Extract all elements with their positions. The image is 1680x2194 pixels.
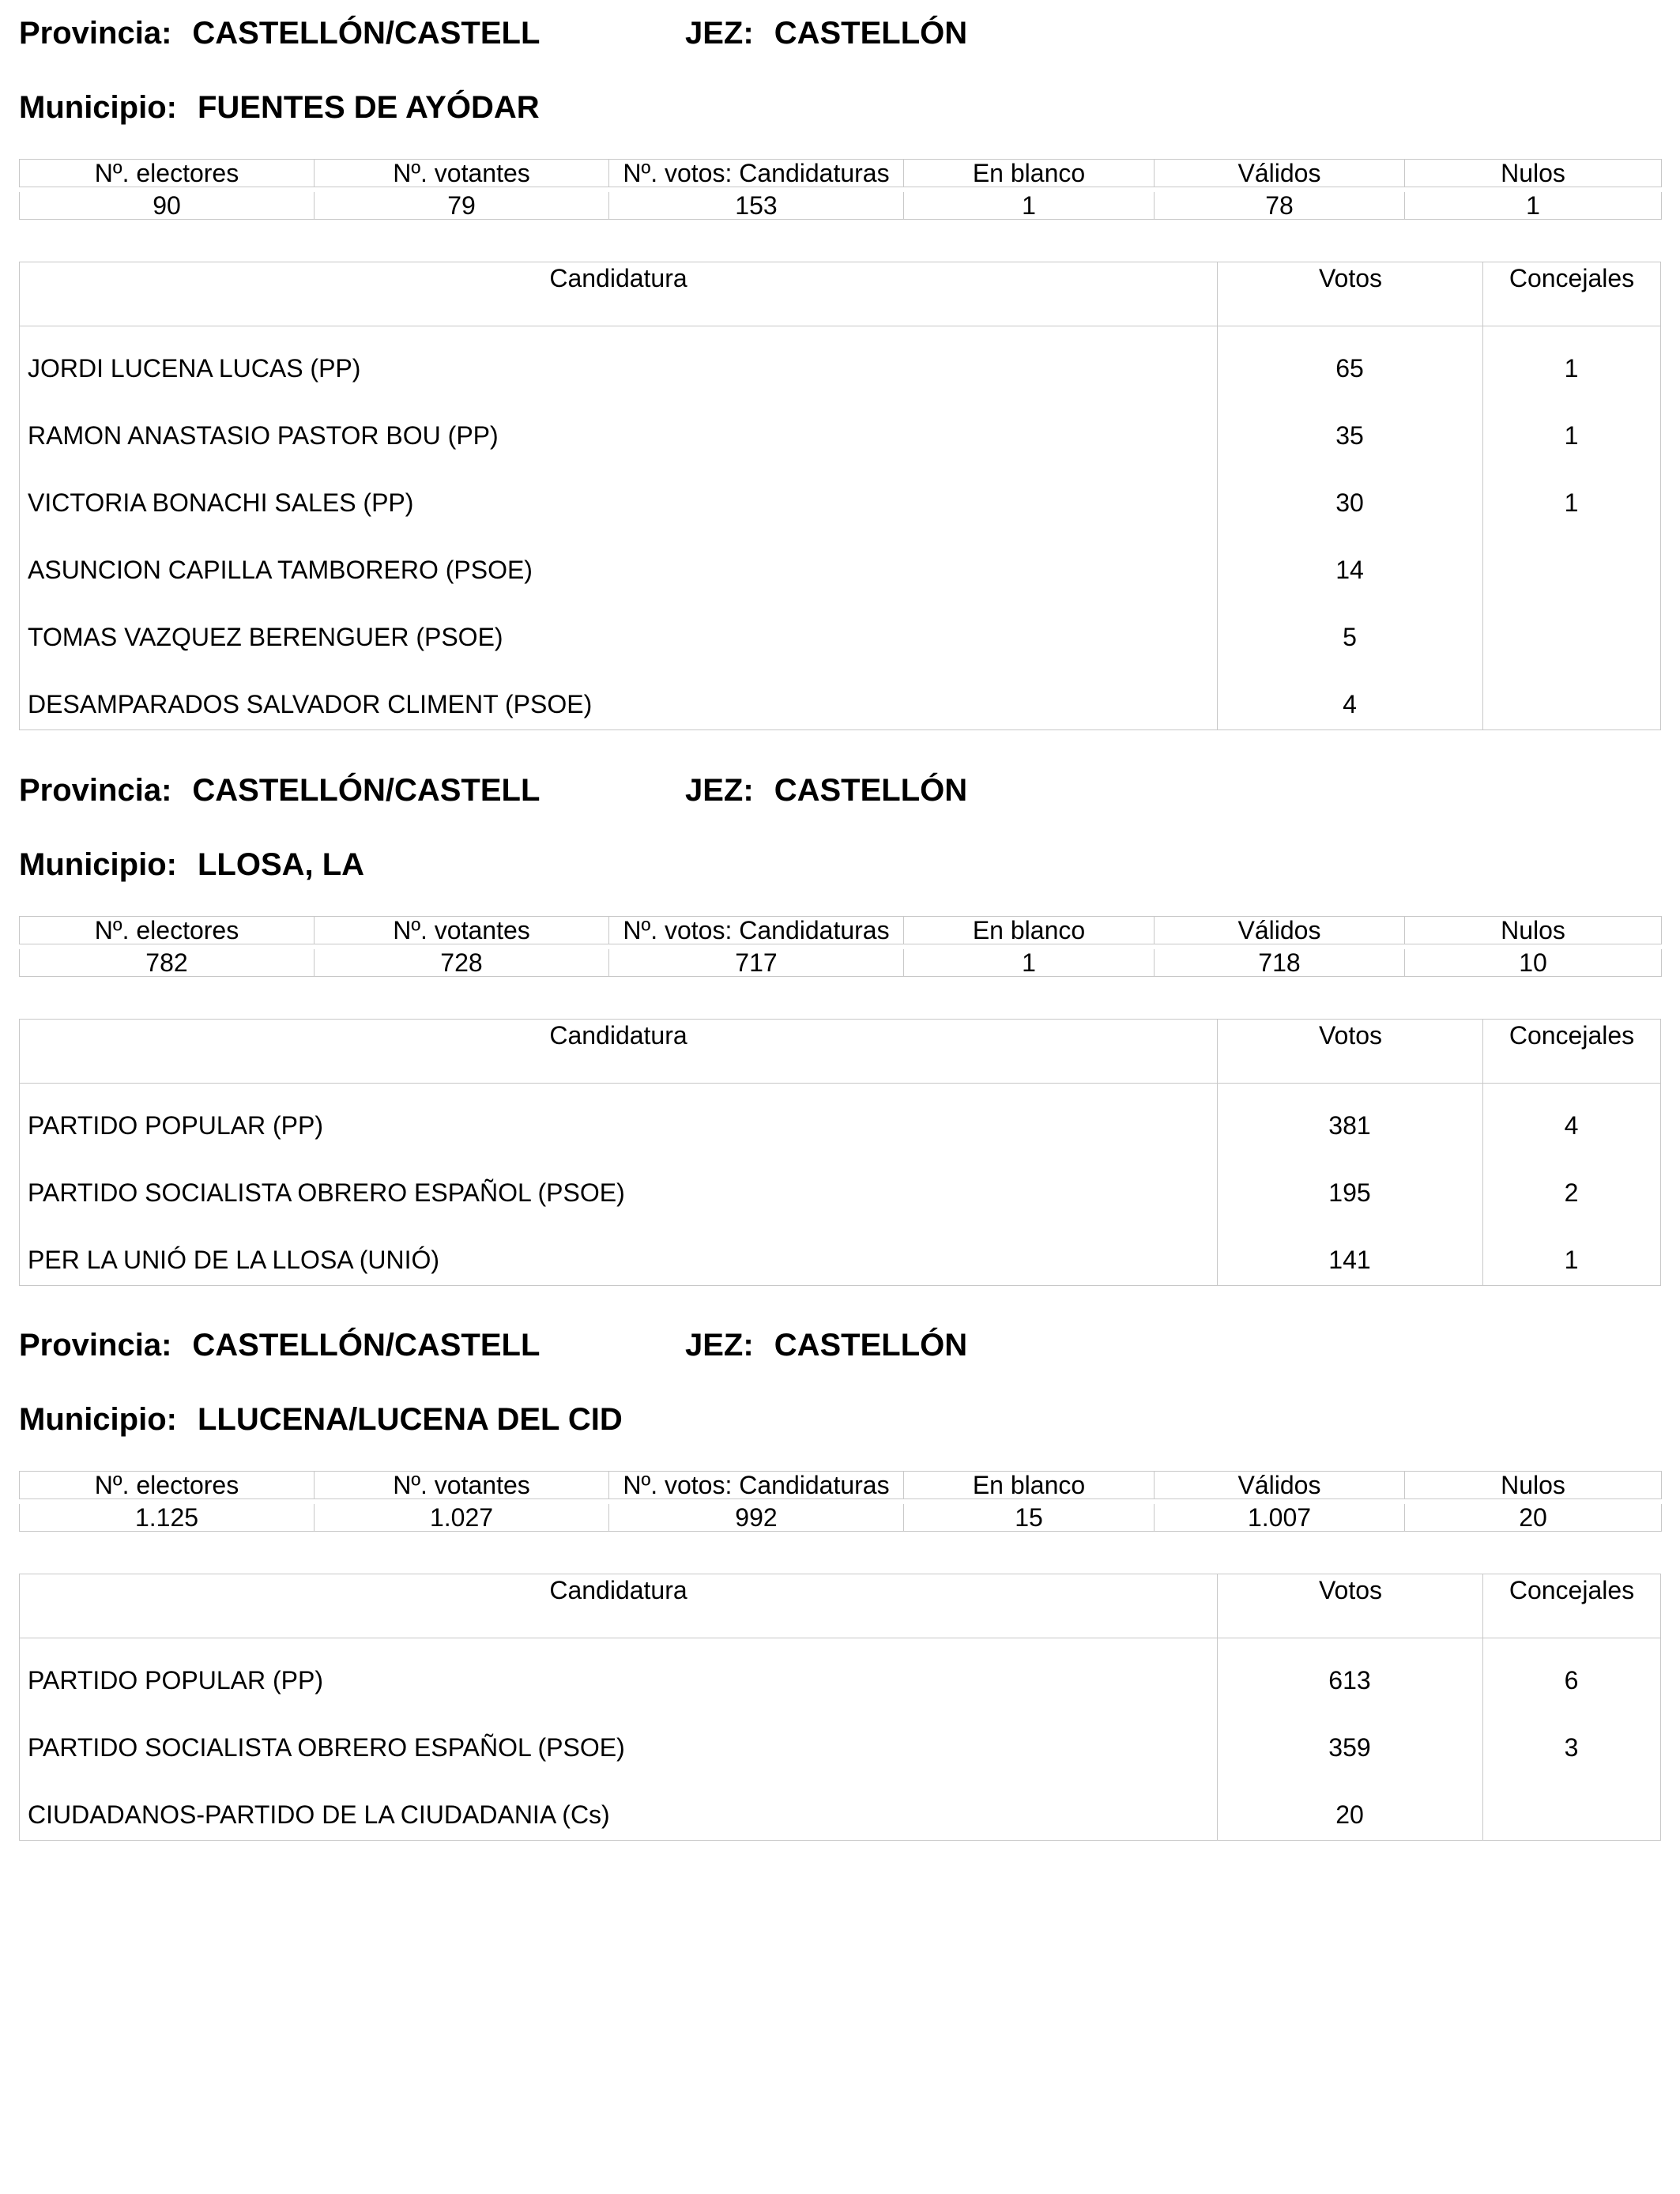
jez-block [685,14,967,52]
stats-value-cell: 1 [1405,192,1662,220]
candidates-table [19,1019,1661,1286]
stats-value-cell: 79 [315,192,609,220]
provincia-line [19,1326,968,1364]
stats-header-cell: Nº. votantes [315,917,609,944]
stats-value-cell: 78 [1155,192,1405,220]
candidate-row [20,1151,1660,1218]
stats-value-cell: 20 [1405,1504,1662,1532]
candidate-concejales: 1 [1564,354,1579,383]
municipio-label: Municipio: [19,1402,177,1437]
candidate-row [20,1773,1660,1840]
municipio-line [19,1400,623,1438]
provincia-value: CASTELLÓN/CASTELL [192,773,541,808]
stats-header-cell: En blanco [904,160,1155,187]
candidate-votes: 5 [1343,623,1357,651]
candidate-concejales: 3 [1564,1733,1579,1762]
stats-table [19,916,1662,977]
candidate-name: PARTIDO POPULAR (PP) [28,1666,323,1695]
stats-header-cell: Nº. votos: Candidaturas [609,160,904,187]
candidate-row [20,461,1660,528]
provincia-value: CASTELLÓN/CASTELL [192,1328,541,1363]
candidate-name: CIUDADANOS-PARTIDO DE LA CIUDADANIA (Cs) [28,1800,610,1829]
stats-value-cell: 782 [20,949,315,977]
candidate-votes: 14 [1335,556,1364,584]
jez-label: JEZ: [685,773,754,808]
header-candidatura: Candidatura [549,264,687,292]
stats-header-cell: Nulos [1405,1472,1662,1499]
candidate-name: RAMON ANASTASIO PASTOR BOU (PP) [28,421,499,450]
stats-value-cell: 717 [609,949,904,977]
stats-header-cell: Nº. votos: Candidaturas [609,1472,904,1499]
stats-header-cell: En blanco [904,917,1155,944]
header-candidatura: Candidatura [549,1576,687,1604]
candidates-header [20,1574,1660,1638]
stats-value-cell: 718 [1155,949,1405,977]
candidate-name: DESAMPARADOS SALVADOR CLIMENT (PSOE) [28,690,593,718]
municipio-value: LLUCENA/LUCENA DEL CID [197,1402,623,1437]
stats-value-cell: 1.007 [1155,1504,1405,1532]
municipio-label: Municipio: [19,847,177,882]
jez-value: CASTELLÓN [774,773,968,808]
provincia-label: Provincia: [19,773,172,808]
candidate-name: PARTIDO SOCIALISTA OBRERO ESPAÑOL (PSOE) [28,1178,625,1207]
candidate-votes: 4 [1343,690,1357,718]
header-votos: Votos [1217,1574,1483,1638]
candidate-votes: 65 [1335,354,1364,383]
candidate-concejales: 2 [1564,1178,1579,1207]
provincia-label: Provincia: [19,16,172,51]
stats-header-cell: Válidos [1155,917,1405,944]
stats-header-cell: Nº. votantes [315,1472,609,1499]
candidate-votes: 141 [1328,1246,1371,1274]
stats-header-cell: Nulos [1405,160,1662,187]
candidate-votes: 30 [1335,488,1364,517]
candidate-row [20,1706,1660,1773]
candidates-body [20,1638,1660,1840]
provincia-value: CASTELLÓN/CASTELL [192,16,541,51]
jez-label: JEZ: [685,16,754,51]
stats-header-cell: Nº. votantes [315,160,609,187]
candidate-name: PER LA UNIÓ DE LA LLOSA (UNIÓ) [28,1246,440,1274]
stats-value-cell: 992 [609,1504,904,1532]
candidate-concejales: 4 [1564,1111,1579,1140]
stats-value-cell: 10 [1405,949,1662,977]
candidate-concejales: 6 [1564,1666,1579,1695]
candidate-votes: 359 [1328,1733,1371,1762]
candidate-votes: 195 [1328,1178,1371,1207]
candidate-concejales: 1 [1564,488,1579,517]
municipio-value: FUENTES DE AYÓDAR [197,90,540,125]
header-votos: Votos [1217,1020,1483,1083]
stats-header-cell: Válidos [1155,1472,1405,1499]
candidates-header [20,1020,1660,1084]
stats-value-cell: 728 [315,949,609,977]
stats-value-cell: 90 [20,192,315,220]
candidate-votes: 381 [1328,1111,1371,1140]
municipio-line [19,89,540,126]
stats-header-cell: Nº. electores [20,917,315,944]
candidate-row [20,1638,1660,1706]
stats-value-cell: 1.125 [20,1504,315,1532]
candidate-row [20,662,1660,729]
header-candidatura: Candidatura [549,1021,687,1050]
candidate-row [20,1084,1660,1151]
candidate-concejales: 1 [1564,421,1579,450]
candidate-concejales: 1 [1564,1246,1579,1274]
candidate-votes: 613 [1328,1666,1371,1695]
stats-header-cell: Nº. electores [20,1472,315,1499]
stats-header-cell: Nº. electores [20,160,315,187]
candidate-row [20,326,1660,394]
candidates-header [20,262,1660,326]
provincia-line [19,771,968,809]
stats-header-cell: Nº. votos: Candidaturas [609,917,904,944]
provincia-label: Provincia: [19,1328,172,1363]
header-concejales: Concejales [1482,1574,1660,1638]
stats-value-cell: 1 [904,192,1155,220]
candidate-row [20,528,1660,595]
stats-header-cell: Nulos [1405,917,1662,944]
candidate-name: TOMAS VAZQUEZ BERENGUER (PSOE) [28,623,503,651]
candidates-table [19,1574,1661,1841]
jez-block [685,771,967,809]
candidate-name: PARTIDO POPULAR (PP) [28,1111,323,1140]
candidate-votes: 20 [1335,1800,1364,1829]
jez-value: CASTELLÓN [774,16,968,51]
candidate-name: PARTIDO SOCIALISTA OBRERO ESPAÑOL (PSOE) [28,1733,625,1762]
header-votos: Votos [1217,262,1483,326]
candidate-name: ASUNCION CAPILLA TAMBORERO (PSOE) [28,556,533,584]
stats-header-cell: Válidos [1155,160,1405,187]
header-concejales: Concejales [1482,1020,1660,1083]
candidate-name: VICTORIA BONACHI SALES (PP) [28,488,414,517]
stats-value-cell: 1 [904,949,1155,977]
candidates-body [20,1084,1660,1285]
jez-block [685,1326,967,1364]
stats-table [19,1471,1662,1532]
candidate-row [20,1218,1660,1285]
candidate-votes: 35 [1335,421,1364,450]
stats-value-cell: 15 [904,1504,1155,1532]
municipio-line [19,846,364,884]
candidates-table [19,262,1661,730]
header-concejales: Concejales [1482,262,1660,326]
candidate-row [20,394,1660,461]
stats-table [19,159,1662,220]
stats-value-cell: 1.027 [315,1504,609,1532]
candidates-body [20,326,1660,729]
candidate-name: JORDI LUCENA LUCAS (PP) [28,354,361,383]
municipio-label: Municipio: [19,90,177,125]
stats-value-cell: 153 [609,192,904,220]
stats-header-cell: En blanco [904,1472,1155,1499]
municipio-value: LLOSA, LA [197,847,365,882]
provincia-line [19,14,968,52]
jez-label: JEZ: [685,1328,754,1363]
jez-value: CASTELLÓN [774,1328,968,1363]
candidate-row [20,595,1660,662]
